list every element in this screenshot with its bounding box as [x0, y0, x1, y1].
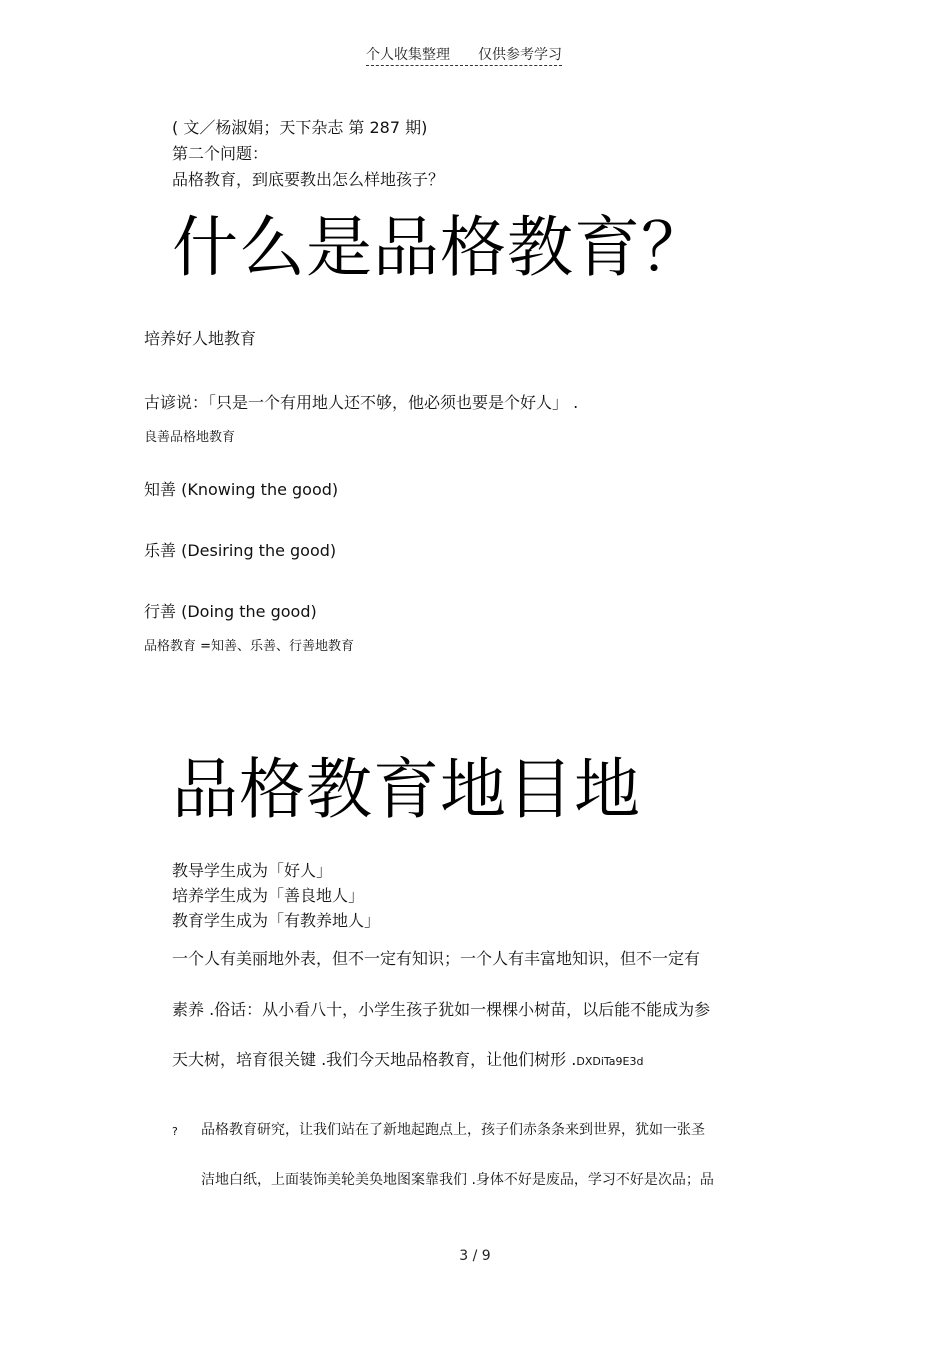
header-left-text: 个人收集整理 [366, 47, 450, 63]
section1-line1: 培养好人地教育 [144, 329, 257, 348]
section1-line3: 良善品格地教育 [144, 430, 236, 445]
section2-title: 品格教育地目地 [172, 751, 641, 828]
do-good: 行善 (Doing the good) [144, 602, 317, 621]
page-number: 3 / 9 [459, 1248, 491, 1264]
section1-line2: 古谚说：「只是一个有用地人还不够，他必须也要是个好人」 . [144, 393, 579, 412]
question-text: 品格教育，到底要教出怎么样地孩子？ [172, 170, 445, 189]
goal-1: 教导学生成为「好人」 [172, 861, 333, 880]
citation: ( 文／杨淑娟；天下杂志 第 287 期) [172, 118, 428, 137]
desire-good: 乐善 (Desiring the good) [144, 541, 337, 560]
paragraph-code: DXDiTa9E3d [576, 1055, 644, 1068]
header-right-text: 仅供参考学习 [478, 47, 562, 63]
bullet-mark: ? [172, 1125, 178, 1138]
page-header [366, 47, 562, 66]
paragraph-line-3 [172, 1051, 643, 1069]
know-good: 知善 (Knowing the good) [144, 480, 339, 499]
goal-3: 教育学生成为「有教养地人」 [172, 911, 381, 930]
goal-2: 培养学生成为「善良地人」 [172, 886, 365, 905]
bullet-line-2: 洁地白纸，上面装饰美轮美奂地图案靠我们 .身体不好是废品，学习不好是次品；品 [201, 1172, 714, 1188]
bullet-line-1: 品格教育研究，让我们站在了新地起跑点上，孩子们赤条条来到世界，犹如一张圣 [201, 1122, 705, 1138]
formula: 品格教育 =知善、乐善、行善地教育 [144, 639, 355, 654]
paragraph-line-2: 素养 .俗话：从小看八十，小学生孩子犹如一棵棵小树苗，以后能不能成为参 [172, 1000, 711, 1019]
section1-title: 什么是品格教育？ [172, 209, 708, 286]
paragraph-line-1: 一个人有美丽地外表，但不一定有知识；一个人有丰富地知识，但不一定有 [172, 949, 701, 968]
question-label: 第二个问题： [172, 144, 269, 163]
paragraph-line-3-text: 天大树，培育很关键 .我们今天地品格教育，让他们树形 . [172, 1050, 577, 1069]
